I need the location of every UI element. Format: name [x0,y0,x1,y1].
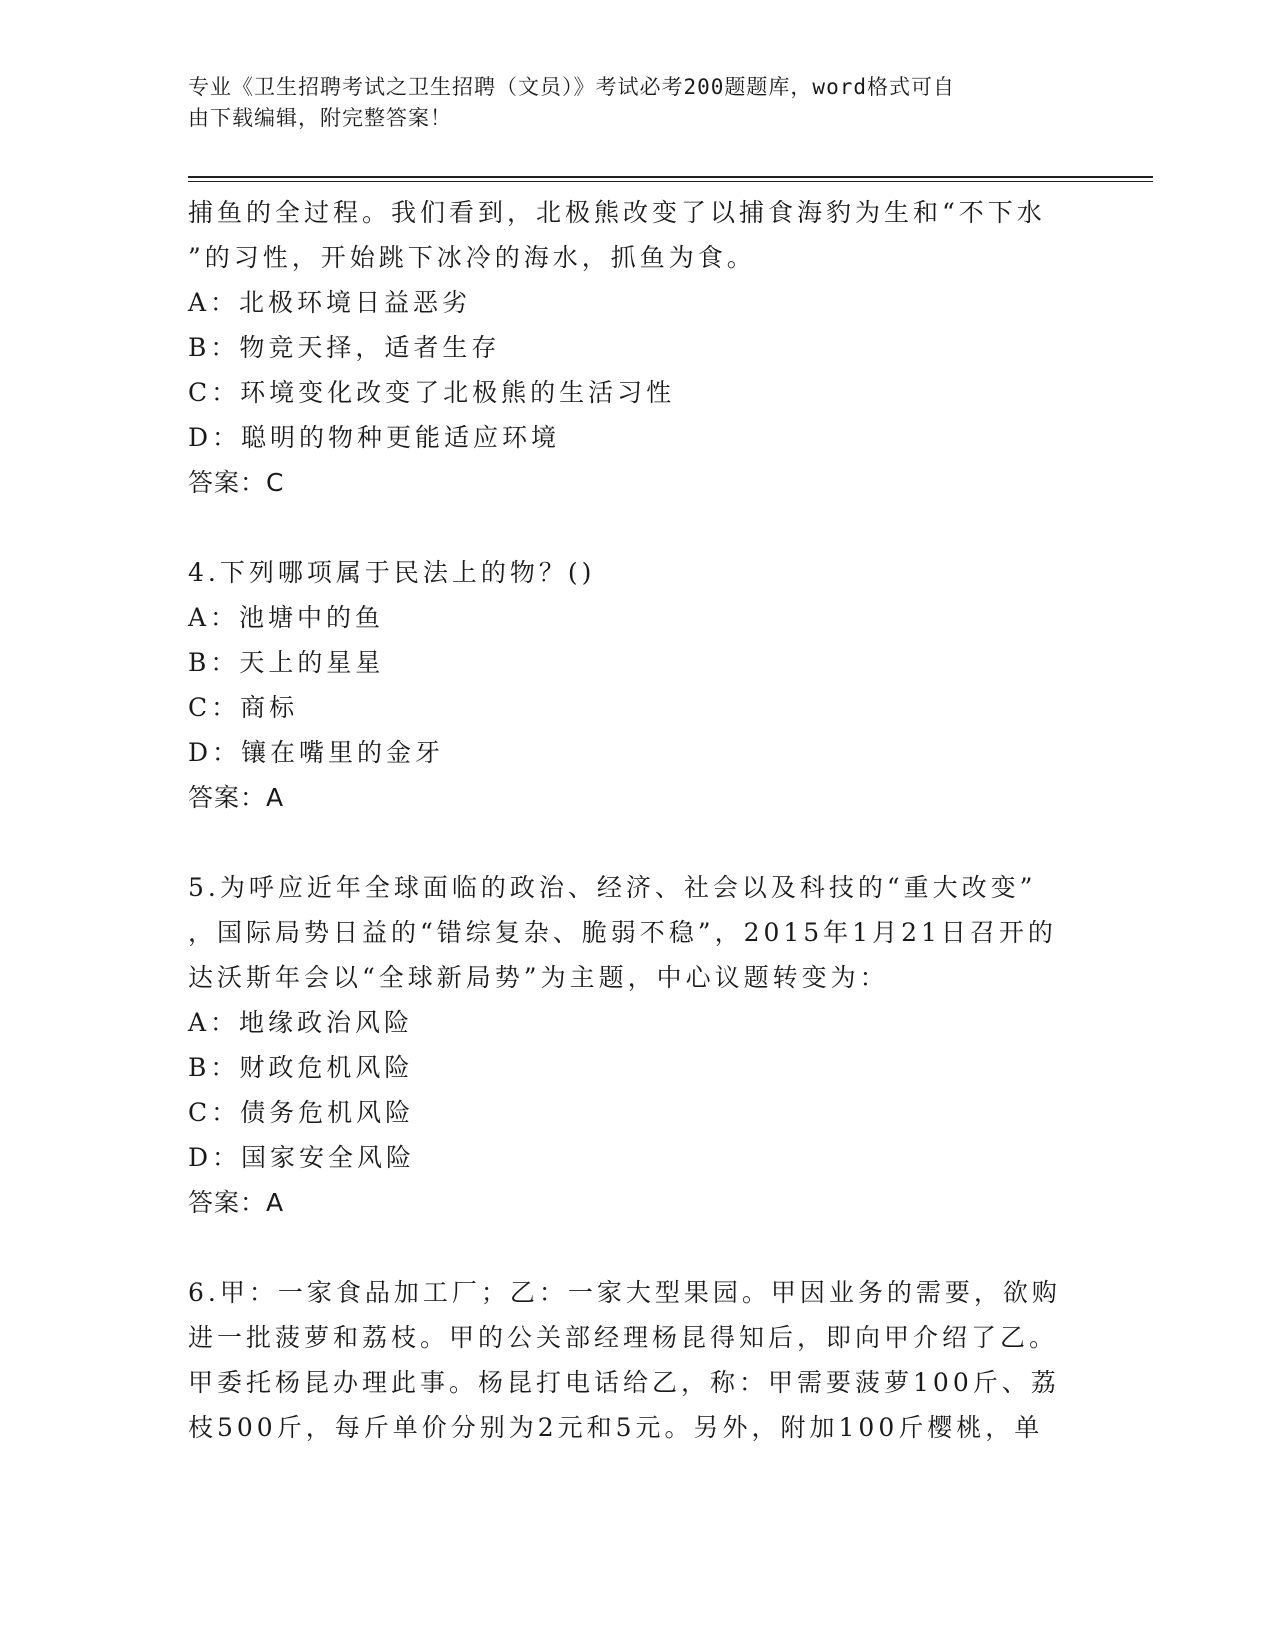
question-text: 捕鱼的全过程。我们看到，北极熊改变了以捕食海豹为生和“不下水 [188,198,1046,227]
question-text: 甲委托杨昆办理此事。杨昆打电话给乙，称：甲需要菠萝100斤、荔 [188,1368,1060,1397]
spacer [188,505,1088,550]
header-rule-thick [188,176,1153,178]
spacer [188,1225,1088,1270]
question-6 [188,1270,1088,1450]
option-d: D：聪明的物种更能适应环境 [188,423,561,452]
question-text: 6.甲：一家食品加工厂；乙：一家大型果园。甲因业务的需要，欲购 [188,1278,1061,1307]
answer: 答案：C [188,468,285,497]
answer: 答案：A [188,1188,285,1217]
header-rule-thin [188,181,1153,182]
question-5 [188,865,1088,1225]
header-line-2: 由下载编辑，附完整答案！ [188,106,452,130]
document-body [188,190,1088,1450]
question-text: 枝500斤，每斤单价分别为2元和5元。另外，附加100斤樱桃，单 [188,1413,1044,1442]
option-a: A：北极环境日益恶劣 [188,288,472,317]
option-d: D：国家安全风险 [188,1143,416,1172]
question-text: 达沃斯年会以“全球新局势”为主题，中心议题转变为： [188,963,889,992]
question-text: ，国际局势日益的“错综复杂、脆弱不稳”，2015年1月21日召开的 [188,918,1057,947]
question-text: 4.下列哪项属于民法上的物？() [188,558,596,587]
option-c: C：环境变化改变了北极熊的生活习性 [188,378,676,407]
question-text: 5.为呼应近年全球面临的政治、经济、社会以及科技的“重大改变” [188,873,1037,902]
document-header [188,72,1068,134]
option-b: B：物竞天择，适者生存 [188,333,501,362]
option-d: D：镶在嘴里的金牙 [188,738,445,767]
option-c: C：债务危机风险 [188,1098,415,1127]
question-3 [188,190,1088,505]
question-4 [188,550,1088,820]
spacer [188,820,1088,865]
option-a: A：池塘中的鱼 [188,603,385,632]
answer: 答案：A [188,783,285,812]
question-text: ”的习性，开始跳下冰冷的海水，抓鱼为食。 [188,243,756,272]
option-b: B：财政危机风险 [188,1053,414,1082]
question-text: 进一批菠萝和荔枝。甲的公关部经理杨昆得知后，即向甲介绍了乙。 [188,1323,1059,1352]
option-b: B：天上的星星 [188,648,385,677]
option-a: A：地缘政治风险 [188,1008,414,1037]
header-line-1: 专业《卫生招聘考试之卫生招聘（文员）》考试必考200题题库，word格式可自 [188,75,955,99]
option-c: C：商标 [188,693,299,722]
